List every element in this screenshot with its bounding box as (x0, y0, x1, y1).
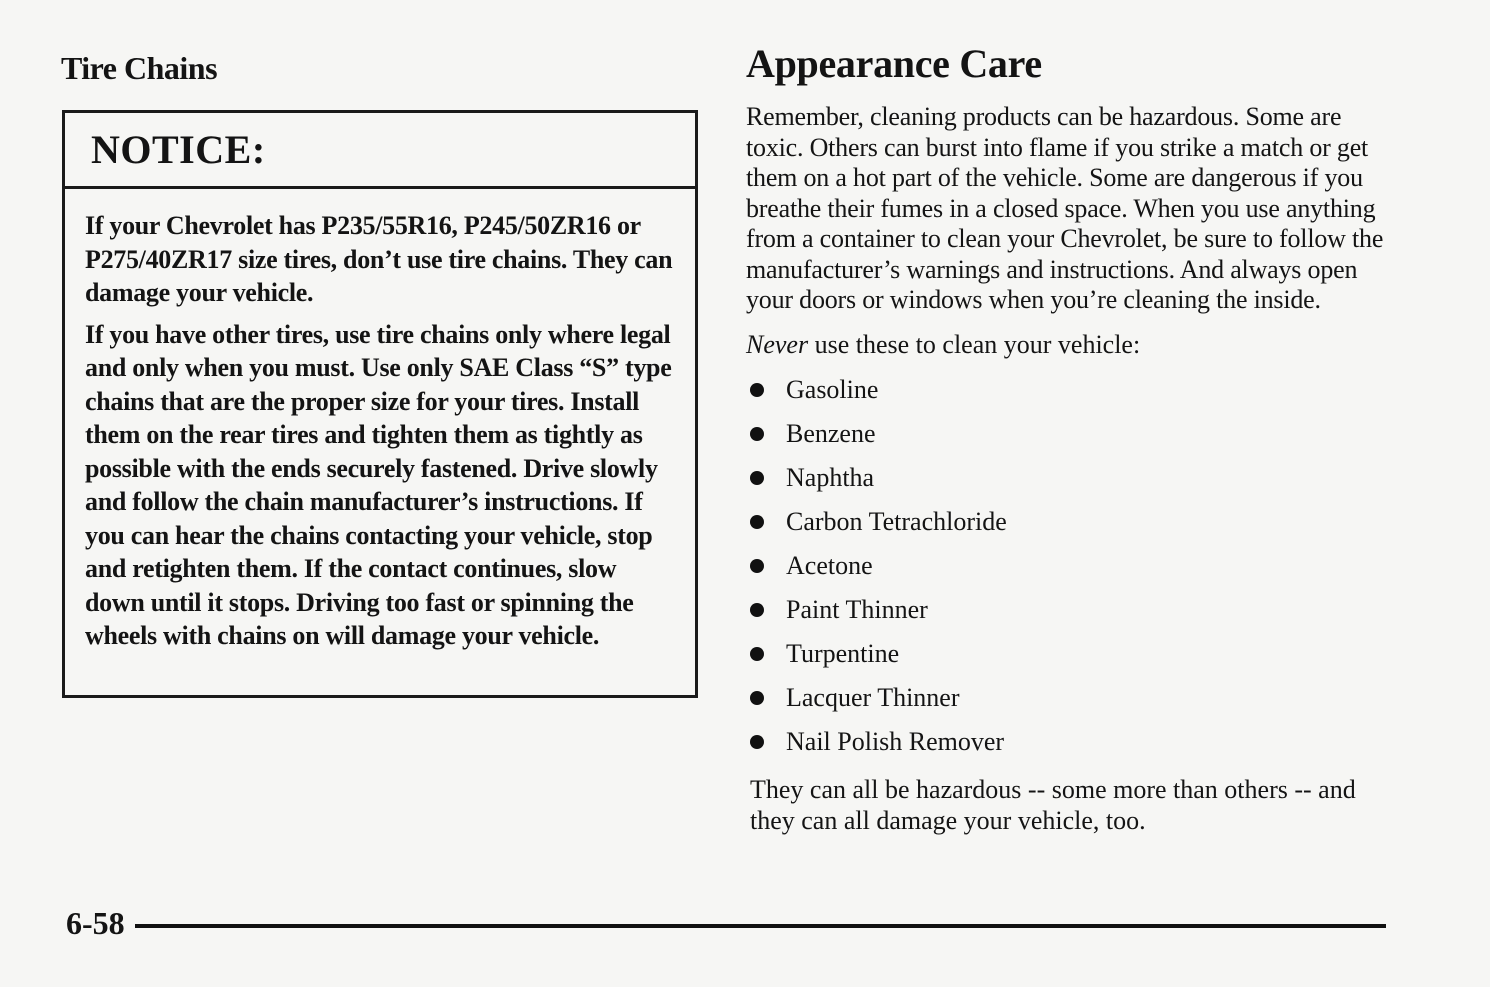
list-item-label: Gasoline (786, 374, 879, 404)
page-footer (66, 905, 1386, 942)
bullet-icon (750, 383, 764, 397)
list-item-label: Lacquer Thinner (786, 682, 960, 712)
list-item (746, 456, 1386, 500)
bullet-icon (750, 603, 764, 617)
hazardous-products-list (746, 368, 1386, 764)
notice-box (62, 110, 698, 698)
bullet-icon (750, 471, 764, 485)
section-heading-tire-chains: Tire Chains (61, 50, 218, 86)
list-item (746, 412, 1386, 456)
list-item (746, 544, 1386, 588)
notice-body (65, 189, 695, 653)
list-item-label: Acetone (786, 550, 873, 580)
notice-header (65, 113, 695, 189)
bullet-icon (750, 647, 764, 661)
list-item-label: Benzene (786, 418, 876, 448)
bullet-icon (750, 559, 764, 573)
list-item-label: Turpentine (786, 638, 900, 668)
list-item (746, 676, 1386, 720)
list-item (746, 500, 1386, 544)
never-use-line (746, 330, 1386, 360)
list-item-label: Naphtha (786, 462, 875, 492)
notice-paragraph: If your Chevrolet has P235/55R16, P245/50ZR16 or P275/40ZR17 size tires, don’t use tire chains. They can damage your vehicle. (85, 211, 673, 307)
list-item (746, 368, 1386, 412)
bullet-icon (750, 515, 764, 529)
never-use-rest: use these to clean your vehicle: (808, 329, 1141, 359)
closing-paragraph: They can all be hazardous -- some more than others -- and they can all damage your vehicle, too. (750, 774, 1356, 835)
page-number: 6-58 (66, 905, 125, 941)
bullet-icon (750, 427, 764, 441)
notice-paragraph: If you have other tires, use tire chains only where legal and only when you must. Use only SAE Class “S” type chains that are the proper size for your tires. Install them on the rear tires and tighten them as tightly as possible with the ends securely fastened. Drive slowly and follow the chain manufacturer’s instructions. If you can hear the chains contacting your vehicle, stop and retighten them. If the contact continues, slow down until it stops. Driving too fast or spinning the wheels with chains on will damage your vehicle. (85, 319, 672, 650)
section-heading-appearance-care: Appearance Care (746, 41, 1042, 86)
footer-rule (135, 924, 1386, 928)
appearance-care-section (746, 38, 1386, 836)
list-item (746, 720, 1386, 764)
notice-title: NOTICE: (91, 127, 266, 172)
list-item (746, 632, 1386, 676)
list-item-label: Carbon Tetrachloride (786, 506, 1007, 536)
list-item (746, 588, 1386, 632)
intro-paragraph: Remember, cleaning products can be hazardous. Some are toxic. Others can burst into flame if you strike a match or get them on a hot part of the vehicle. Some are dangerous if you breathe their fumes in a closed space. When you use anything from a container to clean your Chevrolet, be sure to follow the manufacturer’s warnings and instructions. And always open your doors or windows when you’re cleaning the inside. (746, 102, 1384, 314)
list-item-label: Nail Polish Remover (786, 726, 1005, 756)
bullet-icon (750, 691, 764, 705)
list-item-label: Paint Thinner (786, 594, 928, 624)
never-emphasis: Never (746, 329, 809, 359)
bullet-icon (750, 735, 764, 749)
